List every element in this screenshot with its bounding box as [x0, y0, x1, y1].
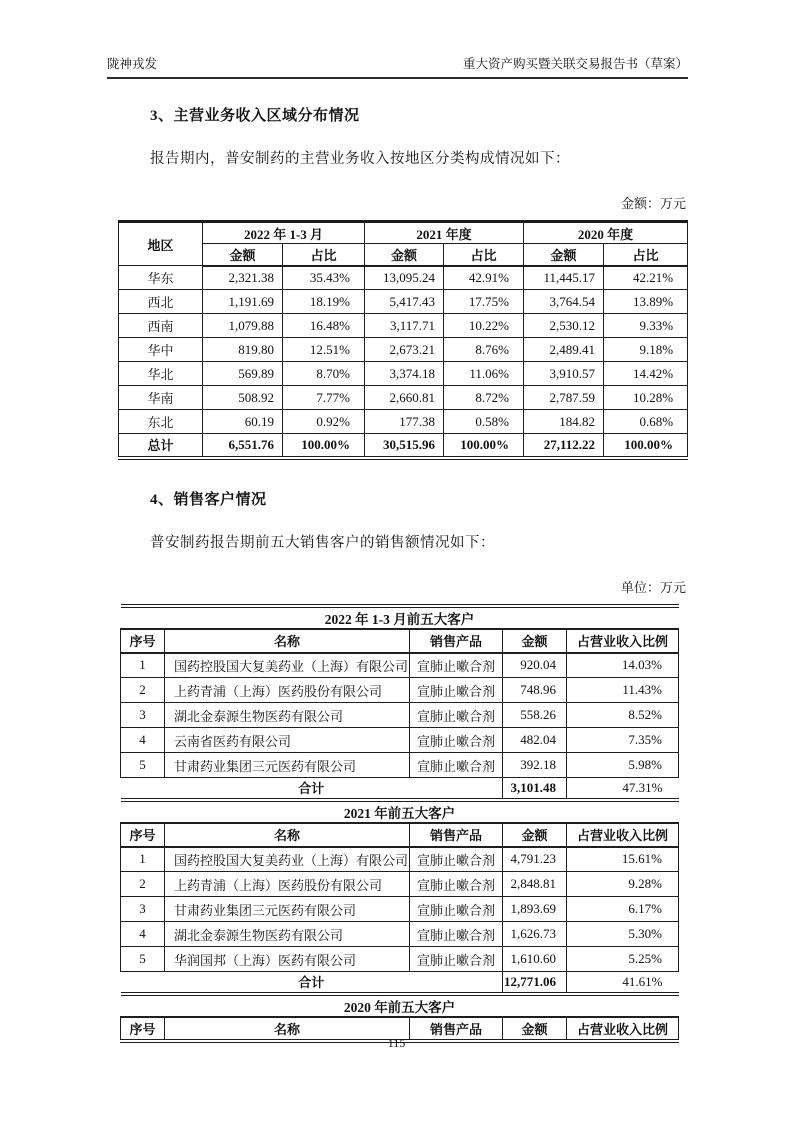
top-customers-table [120, 604, 679, 1043]
customer-name-cell: 甘肃药业集团三元医药有限公司 [165, 753, 410, 778]
index-cell: 2 [121, 678, 165, 703]
column-header: 序号 [121, 629, 165, 653]
ratio-cell: 8.70% [283, 362, 365, 386]
amount-cell: 2,660.81 [365, 386, 444, 410]
amount-cell: 27,112.22 [524, 434, 604, 458]
product-cell: 宣肺止嗽合剂 [410, 922, 503, 947]
ratio-cell: 11.43% [567, 678, 679, 703]
region-revenue-table [118, 220, 688, 460]
amount-cell: 4,791.23 [503, 847, 567, 872]
region-cell: 华北 [119, 362, 203, 386]
customer-row [121, 728, 679, 753]
amount-cell: 184.82 [524, 410, 604, 434]
region-table-head [119, 222, 688, 266]
amount-cell: 1,610.60 [503, 947, 567, 972]
column-header-region: 地区 [119, 222, 203, 266]
ratio-cell: 5.98% [567, 753, 679, 778]
product-cell: 宣肺止嗽合剂 [410, 653, 503, 678]
amount-cell: 2,321.38 [203, 266, 283, 290]
column-header: 金额 [503, 823, 567, 847]
amount-cell: 1,626.73 [503, 922, 567, 947]
customer-table-section [121, 606, 679, 800]
index-cell: 5 [121, 947, 165, 972]
index-cell: 1 [121, 847, 165, 872]
running-header [107, 54, 688, 79]
amount-cell: 2,530.12 [524, 314, 604, 338]
ratio-cell: 9.18% [604, 338, 688, 362]
amount-cell: 30,515.96 [365, 434, 444, 458]
product-cell: 宣肺止嗽合剂 [410, 728, 503, 753]
index-cell: 3 [121, 897, 165, 922]
column-header: 占营业收入比例 [567, 629, 679, 653]
column-header-amount: 金额 [524, 244, 604, 266]
index-cell: 5 [121, 753, 165, 778]
customer-table-title: 2021 年前五大客户 [121, 800, 679, 823]
customer-row [121, 847, 679, 872]
customer-row [121, 753, 679, 778]
amount-cell: 3,910.57 [524, 362, 604, 386]
column-header-period: 2022 年 1-3 月 [203, 222, 365, 244]
amount-cell: 1,191.69 [203, 290, 283, 314]
section4-intro: 普安制药报告期前五大销售客户的销售额情况如下： [150, 534, 495, 551]
ratio-cell: 100.00% [444, 434, 524, 458]
customer-row [121, 872, 679, 897]
region-table-row [119, 386, 688, 410]
section3-intro: 报告期内，普安制药的主营业务收入按地区分类构成情况如下： [150, 151, 570, 167]
ratio-cell: 35.43% [283, 266, 365, 290]
region-cell: 华南 [119, 386, 203, 410]
amount-cell: 2,848.81 [503, 872, 567, 897]
column-header: 金额 [503, 1017, 567, 1041]
column-header: 名称 [165, 1017, 410, 1041]
ratio-cell: 0.68% [604, 410, 688, 434]
index-cell: 1 [121, 653, 165, 678]
column-header: 金额 [503, 629, 567, 653]
amount-cell: 3,117.71 [365, 314, 444, 338]
ratio-cell: 15.61% [567, 847, 679, 872]
ratio-cell: 8.76% [444, 338, 524, 362]
amount-cell: 819.80 [203, 338, 283, 362]
region-table-row [119, 362, 688, 386]
amount-cell: 392.18 [503, 753, 567, 778]
ratio-cell: 17.75% [444, 290, 524, 314]
customer-table-header-row [121, 629, 679, 653]
region-table-row [119, 410, 688, 434]
column-header: 销售产品 [410, 823, 503, 847]
total-amount-cell: 12,771.06 [503, 972, 567, 994]
unit-note-unit: 单位：万元 [620, 579, 686, 595]
amount-cell: 2,787.59 [524, 386, 604, 410]
column-header-ratio: 占比 [604, 244, 688, 266]
column-header-period: 2020 年度 [524, 222, 688, 244]
column-header: 占营业收入比例 [567, 1017, 679, 1041]
ratio-cell: 18.19% [283, 290, 365, 314]
ratio-cell: 5.30% [567, 922, 679, 947]
column-header: 序号 [121, 1017, 165, 1041]
ratio-cell: 8.52% [567, 703, 679, 728]
ratio-cell: 14.42% [604, 362, 688, 386]
customer-name-cell: 上药青浦（上海）医药股份有限公司 [165, 872, 410, 897]
amount-cell: 2,673.21 [365, 338, 444, 362]
total-amount-cell: 3,101.48 [503, 778, 567, 800]
page-number: 115 [387, 1036, 406, 1050]
customer-table-title-row [121, 994, 679, 1017]
region-table-row [119, 338, 688, 362]
amount-cell: 1,079.88 [203, 314, 283, 338]
customer-name-cell: 湖北金泰源生物医药有限公司 [165, 922, 410, 947]
customer-total-row [121, 778, 679, 800]
column-header: 销售产品 [410, 629, 503, 653]
amount-cell: 508.92 [203, 386, 283, 410]
region-table-body [119, 266, 688, 434]
customer-name-cell: 云南省医药有限公司 [165, 728, 410, 753]
product-cell: 宣肺止嗽合剂 [410, 872, 503, 897]
ratio-cell: 7.35% [567, 728, 679, 753]
column-header: 名称 [165, 629, 410, 653]
column-header-ratio: 占比 [283, 244, 365, 266]
product-cell: 宣肺止嗽合剂 [410, 847, 503, 872]
amount-cell: 748.96 [503, 678, 567, 703]
amount-cell: 6,551.76 [203, 434, 283, 458]
ratio-cell: 8.72% [444, 386, 524, 410]
customer-row [121, 922, 679, 947]
total-label-cell: 合计 [121, 972, 503, 994]
region-table-row [119, 314, 688, 338]
period-header-row [119, 222, 688, 244]
customer-name-cell: 华润国邦（上海）医药有限公司 [165, 947, 410, 972]
region-total-row [119, 434, 688, 458]
total-ratio-cell: 47.31% [567, 778, 679, 800]
region-cell: 西北 [119, 290, 203, 314]
ratio-cell: 42.91% [444, 266, 524, 290]
region-table-row [119, 290, 688, 314]
region-cell: 华东 [119, 266, 203, 290]
amount-cell: 11,445.17 [524, 266, 604, 290]
product-cell: 宣肺止嗽合剂 [410, 678, 503, 703]
customer-table-title: 2022 年 1-3 月前五大客户 [121, 606, 679, 629]
ratio-cell: 10.28% [604, 386, 688, 410]
header-report-title: 重大资产购买暨关联交易报告书（草案） [462, 57, 688, 71]
region-cell: 东北 [119, 410, 203, 434]
region-table-row [119, 266, 688, 290]
index-cell: 4 [121, 922, 165, 947]
customer-table-title-row [121, 606, 679, 629]
column-header-amount: 金额 [365, 244, 444, 266]
amount-cell: 5,417.43 [365, 290, 444, 314]
amount-cell: 920.04 [503, 653, 567, 678]
amount-cell: 569.89 [203, 362, 283, 386]
ratio-cell: 0.92% [283, 410, 365, 434]
ratio-cell: 10.22% [444, 314, 524, 338]
ratio-cell: 9.33% [604, 314, 688, 338]
ratio-cell: 0.58% [444, 410, 524, 434]
product-cell: 宣肺止嗽合剂 [410, 947, 503, 972]
region-table-wrapper [118, 220, 687, 460]
total-ratio-cell: 41.61% [567, 972, 679, 994]
amount-cell: 3,374.18 [365, 362, 444, 386]
ratio-cell: 42.21% [604, 266, 688, 290]
column-header: 销售产品 [410, 1017, 503, 1041]
ratio-cell: 9.28% [567, 872, 679, 897]
amount-cell: 2,489.41 [524, 338, 604, 362]
ratio-cell: 100.00% [604, 434, 688, 458]
amount-cell: 482.04 [503, 728, 567, 753]
ratio-cell: 11.06% [444, 362, 524, 386]
customer-name-cell: 湖北金泰源生物医药有限公司 [165, 703, 410, 728]
ratio-cell: 13.89% [604, 290, 688, 314]
amount-cell: 3,764.54 [524, 290, 604, 314]
index-cell: 4 [121, 728, 165, 753]
sub-header-row [119, 244, 688, 266]
customer-table-header-row [121, 823, 679, 847]
page-content [107, 80, 688, 1043]
amount-cell: 177.38 [365, 410, 444, 434]
index-cell: 3 [121, 703, 165, 728]
ratio-cell: 100.00% [283, 434, 365, 458]
product-cell: 宣肺止嗽合剂 [410, 753, 503, 778]
customers-table-wrapper [120, 604, 678, 1043]
customer-name-cell: 上药青浦（上海）医药股份有限公司 [165, 678, 410, 703]
ratio-cell: 7.77% [283, 386, 365, 410]
total-label-cell: 合计 [121, 778, 503, 800]
region-cell: 西南 [119, 314, 203, 338]
column-header: 名称 [165, 823, 410, 847]
column-header-period: 2021 年度 [365, 222, 524, 244]
amount-cell: 13,095.24 [365, 266, 444, 290]
column-header-amount: 金额 [203, 244, 283, 266]
customer-row [121, 703, 679, 728]
ratio-cell: 14.03% [567, 653, 679, 678]
column-header-ratio: 占比 [444, 244, 524, 266]
customer-name-cell: 甘肃药业集团三元医药有限公司 [165, 897, 410, 922]
amount-cell: 1,893.69 [503, 897, 567, 922]
customer-name-cell: 国药控股国大复美药业（上海）有限公司 [165, 653, 410, 678]
region-cell: 华中 [119, 338, 203, 362]
region-cell: 总计 [119, 434, 203, 458]
ratio-cell: 12.51% [283, 338, 365, 362]
header-company-name: 陇神戎发 [107, 57, 158, 71]
customer-table-section [121, 800, 679, 994]
region-total-section [119, 434, 688, 458]
amount-cell: 60.19 [203, 410, 283, 434]
column-header: 占营业收入比例 [567, 823, 679, 847]
customer-table-title: 2020 年前五大客户 [121, 994, 679, 1017]
index-cell: 2 [121, 872, 165, 897]
section4-heading: 4、销售客户情况 [150, 491, 267, 508]
ratio-cell: 6.17% [567, 897, 679, 922]
ratio-cell: 5.25% [567, 947, 679, 972]
customer-name-cell: 国药控股国大复美药业（上海）有限公司 [165, 847, 410, 872]
customer-row [121, 947, 679, 972]
section3-heading: 3、主营业务收入区域分布情况 [150, 108, 360, 124]
column-header: 序号 [121, 823, 165, 847]
customer-row [121, 653, 679, 678]
unit-note-amount: 金额：万元 [620, 196, 686, 211]
product-cell: 宣肺止嗽合剂 [410, 703, 503, 728]
amount-cell: 558.26 [503, 703, 567, 728]
customer-total-row [121, 972, 679, 994]
customer-table-section [121, 994, 679, 1041]
customer-row [121, 897, 679, 922]
customer-row [121, 678, 679, 703]
customer-table-title-row [121, 800, 679, 823]
ratio-cell: 16.48% [283, 314, 365, 338]
product-cell: 宣肺止嗽合剂 [410, 897, 503, 922]
